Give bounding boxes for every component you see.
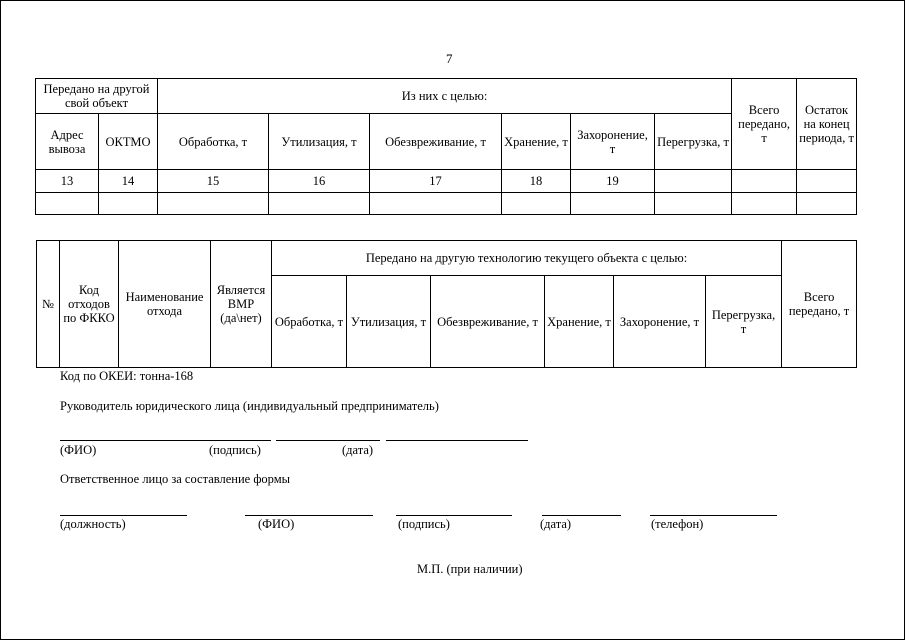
header-fkko-code: Код отходов по ФККО — [60, 241, 119, 368]
empty-cell — [732, 193, 797, 215]
column-number: 16 — [269, 170, 370, 193]
column-number: 15 — [158, 170, 269, 193]
resp-position-caption: (должность) — [60, 517, 126, 531]
header-total-transferred: Всего передано, т — [732, 79, 797, 170]
header-neutralization: Обезвреживание, т — [370, 114, 502, 170]
header-address: Адрес вывоза — [36, 114, 99, 170]
header-transferred-own-object: Передано на другой свой объект — [36, 79, 158, 114]
header-transshipment: Перегрузка, т — [706, 276, 782, 368]
signature-line — [245, 515, 373, 516]
header-remainder: Остаток на конец периода, т — [797, 79, 857, 170]
column-number: 19 — [571, 170, 655, 193]
page-number: 7 — [446, 51, 453, 66]
head-fio-caption: (ФИО) — [60, 443, 97, 457]
transfer-technology-table — [36, 240, 857, 368]
stamp-label: М.П. (при наличии) — [417, 562, 523, 576]
column-number: 14 — [99, 170, 158, 193]
header-transshipment: Перегрузка, т — [655, 114, 732, 170]
header-storage: Хранение, т — [502, 114, 571, 170]
signature-line — [650, 515, 777, 516]
okei-code: Код по ОКЕИ: тонна-168 — [60, 369, 194, 383]
header-of-which-purpose: Из них с целью: — [158, 79, 732, 114]
header-burial: Захоронение, т — [571, 114, 655, 170]
resp-date-caption: (дата) — [540, 517, 572, 531]
header-number: № — [37, 241, 60, 368]
head-sign-caption: (подпись) — [209, 443, 261, 457]
signature-line — [60, 515, 187, 516]
header-storage: Хранение, т — [545, 276, 614, 368]
column-number — [655, 170, 732, 193]
empty-cell — [797, 193, 857, 215]
transfer-own-object-table — [35, 78, 857, 215]
resp-phone-caption: (телефон) — [651, 517, 704, 531]
signature-line — [396, 515, 512, 516]
header-utilization: Утилизация, т — [269, 114, 370, 170]
responsible-label: Ответственное лицо за составление формы — [60, 472, 291, 486]
empty-cell — [158, 193, 269, 215]
empty-cell — [99, 193, 158, 215]
resp-sign-caption: (подпись) — [398, 517, 450, 531]
column-number: 13 — [36, 170, 99, 193]
empty-cell — [36, 193, 99, 215]
empty-cell — [269, 193, 370, 215]
column-number: 18 — [502, 170, 571, 193]
signature-line — [60, 440, 271, 441]
header-processing: Обработка, т — [158, 114, 269, 170]
column-number — [797, 170, 857, 193]
header-total-transferred: Всего передано, т — [782, 241, 857, 368]
header-oktmo: ОКТМО — [99, 114, 158, 170]
resp-fio-caption: (ФИО) — [258, 517, 295, 531]
signature-line — [542, 515, 621, 516]
signature-line — [386, 440, 528, 441]
header-other-technology-purpose: Передано на другую технологию текущего объекта с целью: — [272, 241, 782, 276]
empty-cell — [370, 193, 502, 215]
empty-cell — [502, 193, 571, 215]
header-is-vmr: Является ВМР (да\нет) — [211, 241, 272, 368]
header-processing: Обработка, т — [272, 276, 347, 368]
empty-cell — [655, 193, 732, 215]
column-number — [732, 170, 797, 193]
head-date-caption: (дата) — [342, 443, 374, 457]
signature-line — [276, 440, 380, 441]
header-waste-name: Наименование отхода — [119, 241, 211, 368]
header-burial: Захоронение, т — [614, 276, 706, 368]
column-number: 17 — [370, 170, 502, 193]
empty-cell — [571, 193, 655, 215]
header-neutralization: Обезвреживание, т — [431, 276, 545, 368]
head-label: Руководитель юридического лица (индивидуальный предприниматель) — [60, 399, 439, 413]
header-utilization: Утилизация, т — [347, 276, 431, 368]
